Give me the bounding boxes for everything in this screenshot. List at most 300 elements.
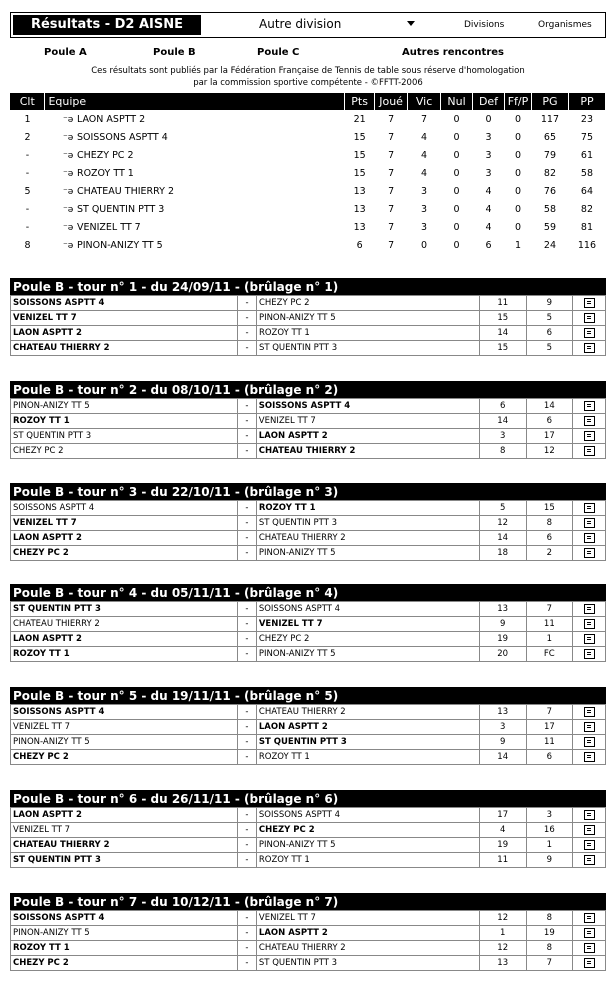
match-separator: -	[238, 705, 257, 720]
match-away-team: ST QUENTIN PTT 3	[256, 341, 479, 356]
match-away-team: LAON ASPTT 2	[256, 926, 479, 941]
match-home-team: CHEZY PC 2	[11, 444, 238, 459]
match-sheet-cell	[573, 501, 606, 516]
match-home-score: 15	[479, 341, 526, 356]
ranking-cell-pp: 75	[580, 131, 594, 143]
ranking-team-link[interactable]	[45, 200, 345, 218]
team-info-icon[interactable]: ⁻ǝ	[62, 240, 74, 251]
ranking-team-link[interactable]	[45, 182, 345, 200]
match-row	[11, 341, 606, 356]
match-home-team: ROZOY TT 1	[11, 941, 238, 956]
match-sheet-icon[interactable]	[584, 313, 595, 323]
ranking-cell-jou-: 7	[388, 221, 395, 233]
match-home-score: 9	[479, 735, 526, 750]
ranking-cell-nul: 0	[453, 221, 460, 233]
match-home-team: SOISSONS ASPTT 4	[11, 705, 238, 720]
match-away-score: 6	[526, 326, 573, 341]
match-sheet-icon[interactable]	[584, 343, 595, 353]
match-home-score: 12	[479, 911, 526, 926]
match-home-score: 8	[479, 444, 526, 459]
ranking-cell-ff-p: 0	[514, 185, 521, 197]
match-away-team: PINON-ANIZY TT 5	[256, 647, 479, 662]
match-home-team: LAON ASPTT 2	[11, 531, 238, 546]
match-sheet-cell	[573, 602, 606, 617]
match-away-score: 1	[526, 838, 573, 853]
tour-title: Poule B - tour n° 1 - du 24/09/11 - (brûlage n° 1)	[11, 279, 606, 296]
ranking-row	[10, 236, 606, 254]
ranking-row	[10, 218, 606, 236]
match-away-score: 17	[526, 429, 573, 444]
match-separator: -	[238, 911, 257, 926]
match-home-score: 14	[479, 750, 526, 765]
ranking-row	[10, 110, 606, 128]
match-separator: -	[237, 808, 256, 823]
team-info-icon[interactable]: ⁻ǝ	[62, 204, 74, 215]
match-home-team: VENIZEL TT 7	[11, 823, 238, 838]
ranking-cell-pts: 15	[353, 149, 366, 161]
match-sheet-cell	[573, 341, 606, 356]
ranking-cell-nul: 0	[453, 239, 460, 251]
ranking-team-name[interactable]: CHATEAU THIERRY 2	[76, 185, 174, 197]
ranking-cell-pg: 24	[543, 239, 556, 251]
match-sheet-cell	[573, 311, 606, 326]
match-separator: -	[237, 617, 256, 632]
match-sheet-icon[interactable]	[584, 548, 595, 558]
page-title: Résultats - D2 AISNE	[13, 15, 201, 35]
match-separator: -	[237, 501, 256, 516]
match-row	[11, 956, 606, 971]
match-home-score: 3	[479, 429, 526, 444]
ranking-team-link[interactable]	[45, 110, 345, 128]
ranking-cell-jou-: 7	[388, 185, 395, 197]
ranking-cell-def: 4	[485, 203, 492, 215]
match-row	[11, 911, 606, 926]
chevron-down-icon[interactable]	[407, 21, 415, 26]
ranking-cell-pts: 13	[353, 203, 366, 215]
match-sheet-cell	[573, 750, 606, 765]
match-away-score: 15	[526, 501, 573, 516]
tour-title: Poule B - tour n° 6 - du 26/11/11 - (brûlage n° 6)	[11, 791, 606, 808]
ranking-cell-pp: 81	[580, 221, 594, 233]
match-sheet-cell	[573, 444, 606, 459]
tour-table	[10, 687, 606, 765]
ranking-cell-pp: 58	[580, 167, 594, 179]
match-sheet-cell	[573, 531, 606, 546]
ranking-cell-def: 3	[485, 149, 492, 161]
match-away-team: PINON-ANIZY TT 5	[256, 838, 479, 853]
ranking-header-vic: Vic	[408, 93, 441, 110]
match-separator: -	[238, 326, 257, 341]
ranking-cell-clt: 5	[24, 185, 31, 197]
team-info-icon[interactable]: ⁻ǝ	[62, 222, 74, 233]
match-home-team: VENIZEL TT 7	[11, 720, 238, 735]
match-home-score: 17	[479, 808, 526, 823]
ranking-team-name[interactable]: VENIZEL TT 7	[76, 221, 141, 233]
ranking-row	[10, 164, 606, 182]
match-row	[11, 632, 606, 647]
match-home-team: CHATEAU THIERRY 2	[11, 341, 238, 356]
ranking-team-name[interactable]: PINON-ANIZY TT 5	[76, 239, 163, 251]
team-info-icon[interactable]: ⁻ǝ	[62, 168, 74, 179]
tour-table	[10, 893, 606, 971]
match-row	[11, 838, 606, 853]
team-info-icon[interactable]: ⁻ǝ	[62, 186, 74, 197]
match-away-team: SOISSONS ASPTT 4	[256, 399, 479, 414]
match-away-team: PINON-ANIZY TT 5	[256, 311, 479, 326]
match-away-team: CHATEAU THIERRY 2	[256, 705, 479, 720]
ranking-header-equipe: Equipe	[45, 93, 345, 110]
match-sheet-cell	[573, 956, 606, 971]
match-separator: -	[237, 647, 256, 662]
match-home-team: ST QUENTIN PTT 3	[11, 429, 238, 444]
match-sheet-icon[interactable]	[584, 958, 595, 968]
ranking-cell-pg: 58	[543, 203, 556, 215]
match-home-score: 13	[479, 602, 526, 617]
match-home-team: PINON-ANIZY TT 5	[11, 399, 238, 414]
match-row	[11, 516, 606, 531]
match-away-team: CHATEAU THIERRY 2	[256, 444, 479, 459]
match-away-team: ST QUENTIN PTT 3	[256, 956, 479, 971]
ranking-cell-vic: 3	[421, 185, 428, 197]
match-sheet-icon[interactable]	[584, 722, 595, 732]
ranking-table	[10, 93, 606, 254]
ranking-row	[10, 200, 606, 218]
match-away-score: 12	[526, 444, 573, 459]
ranking-cell-nul: 0	[453, 167, 460, 179]
division-select[interactable]: Autre division	[259, 17, 342, 31]
match-home-score: 5	[479, 501, 526, 516]
match-row	[11, 617, 606, 632]
tour-title: Poule B - tour n° 3 - du 22/10/11 - (brûlage n° 3)	[11, 484, 606, 501]
match-home-team: PINON-ANIZY TT 5	[11, 926, 238, 941]
nav-poule-c[interactable]: Poule C	[257, 47, 300, 58]
ranking-team-link[interactable]	[45, 146, 345, 164]
match-home-team: VENIZEL TT 7	[11, 311, 238, 326]
match-home-score: 20	[479, 647, 526, 662]
match-separator: -	[237, 853, 256, 868]
match-sheet-icon[interactable]	[584, 328, 595, 338]
ranking-team-name[interactable]: CHEZY PC 2	[76, 149, 134, 161]
ranking-cell-pts: 13	[353, 185, 366, 197]
ranking-cell-pts: 15	[353, 131, 366, 143]
match-sheet-icon[interactable]	[584, 825, 595, 835]
match-away-score: 6	[526, 750, 573, 765]
match-row	[11, 808, 606, 823]
ranking-cell-clt: -	[25, 221, 30, 233]
match-away-score: 11	[526, 617, 573, 632]
ranking-cell-vic: 4	[421, 167, 428, 179]
match-sheet-icon[interactable]	[584, 604, 595, 614]
match-away-team: LAON ASPTT 2	[256, 429, 479, 444]
match-row	[11, 296, 606, 311]
match-sheet-icon[interactable]	[584, 943, 595, 953]
match-separator: -	[238, 926, 257, 941]
match-home-score: 12	[479, 941, 526, 956]
ranking-cell-def: 6	[485, 239, 492, 251]
match-separator: -	[237, 516, 256, 531]
match-home-score: 19	[479, 632, 526, 647]
match-away-score: 2	[526, 546, 573, 561]
team-info-icon[interactable]: ⁻ǝ	[62, 132, 74, 143]
match-home-score: 12	[479, 516, 526, 531]
ranking-team-name[interactable]: LAON ASPTT 2	[76, 113, 146, 125]
match-away-score: 7	[526, 956, 573, 971]
match-home-score: 3	[479, 720, 526, 735]
ranking-cell-jou-: 7	[388, 203, 395, 215]
ranking-cell-ff-p: 0	[514, 113, 521, 125]
match-separator: -	[237, 632, 256, 647]
ranking-row	[10, 182, 606, 200]
match-separator: -	[238, 735, 257, 750]
match-sheet-icon[interactable]	[584, 810, 595, 820]
match-away-team: VENIZEL TT 7	[256, 414, 479, 429]
match-separator: -	[238, 956, 257, 971]
match-sheet-cell	[573, 632, 606, 647]
match-away-team: ROZOY TT 1	[256, 853, 479, 868]
match-sheet-icon[interactable]	[584, 533, 595, 543]
match-sheet-cell	[573, 647, 606, 662]
team-info-icon[interactable]: ⁻ǝ	[62, 150, 74, 161]
ranking-team-name[interactable]: ROZOY TT 1	[76, 167, 134, 179]
ranking-cell-nul: 0	[453, 131, 460, 143]
organismes-link[interactable]: Organismes	[538, 20, 592, 30]
ranking-team-link[interactable]	[45, 164, 345, 182]
match-sheet-icon[interactable]	[584, 752, 595, 762]
match-separator: -	[238, 296, 257, 311]
ranking-row	[10, 146, 606, 164]
match-row	[11, 414, 606, 429]
match-home-score: 9	[479, 617, 526, 632]
ranking-header-pts: Pts	[345, 93, 375, 110]
match-sheet-cell	[573, 823, 606, 838]
match-sheet-cell	[573, 941, 606, 956]
match-sheet-icon[interactable]	[584, 619, 595, 629]
match-row	[11, 602, 606, 617]
match-home-team: SOISSONS ASPTT 4	[11, 501, 238, 516]
tour-table	[10, 483, 606, 561]
match-row	[11, 750, 606, 765]
ranking-team-link[interactable]	[45, 236, 345, 254]
match-sheet-icon[interactable]	[584, 840, 595, 850]
match-sheet-icon[interactable]	[584, 401, 595, 411]
ranking-cell-clt: 1	[24, 113, 31, 125]
ranking-cell-ff-p: 1	[514, 239, 521, 251]
match-home-team: LAON ASPTT 2	[11, 326, 238, 341]
match-away-team: VENIZEL TT 7	[256, 617, 479, 632]
ranking-cell-jou-: 7	[388, 239, 395, 251]
match-home-score: 19	[479, 838, 526, 853]
ranking-cell-vic: 7	[421, 113, 428, 125]
match-away-score: 6	[526, 531, 573, 546]
match-separator: -	[238, 341, 257, 356]
ranking-cell-def: 0	[485, 113, 492, 125]
match-away-team: ROZOY TT 1	[256, 501, 479, 516]
ranking-cell-vic: 3	[421, 203, 428, 215]
match-home-team: ROZOY TT 1	[11, 647, 238, 662]
ranking-cell-ff-p: 0	[514, 221, 521, 233]
tour-table	[10, 790, 606, 868]
ranking-cell-pts: 6	[356, 239, 363, 251]
match-separator: -	[238, 311, 257, 326]
match-row	[11, 311, 606, 326]
match-away-team: LAON ASPTT 2	[256, 720, 479, 735]
nav-poule-b[interactable]: Poule B	[153, 47, 196, 58]
match-away-score: 5	[526, 311, 573, 326]
ranking-cell-pg: 82	[543, 167, 556, 179]
match-away-score: FC	[526, 647, 573, 662]
match-away-team: SOISSONS ASPTT 4	[256, 808, 479, 823]
match-row	[11, 429, 606, 444]
match-sheet-icon[interactable]	[584, 518, 595, 528]
match-sheet-cell	[573, 705, 606, 720]
match-away-score: 8	[526, 941, 573, 956]
match-row	[11, 823, 606, 838]
match-sheet-cell	[573, 326, 606, 341]
match-home-team: LAON ASPTT 2	[11, 808, 238, 823]
match-separator: -	[237, 399, 256, 414]
match-sheet-icon[interactable]	[584, 503, 595, 513]
match-home-score: 11	[479, 853, 526, 868]
tour-title: Poule B - tour n° 4 - du 05/11/11 - (brûlage n° 4)	[11, 585, 606, 602]
match-sheet-icon[interactable]	[584, 446, 595, 456]
ranking-team-link[interactable]	[45, 128, 345, 146]
match-sheet-cell	[573, 414, 606, 429]
match-home-team: CHATEAU THIERRY 2	[11, 838, 238, 853]
ranking-cell-pp: 61	[580, 149, 594, 161]
match-home-team: ST QUENTIN PTT 3	[11, 853, 238, 868]
match-home-team: CHATEAU THIERRY 2	[11, 617, 238, 632]
ranking-cell-pts: 21	[353, 113, 366, 125]
match-row	[11, 705, 606, 720]
ranking-cell-jou-: 7	[388, 167, 395, 179]
tour-table	[10, 381, 606, 459]
match-home-score: 13	[479, 705, 526, 720]
match-home-score: 14	[479, 414, 526, 429]
ranking-header-nul: Nul	[441, 93, 473, 110]
match-sheet-icon[interactable]	[584, 928, 595, 938]
match-away-score: 19	[526, 926, 573, 941]
ranking-cell-def: 4	[485, 221, 492, 233]
match-home-team: CHEZY PC 2	[11, 546, 238, 561]
ranking-cell-pp: 64	[580, 185, 594, 197]
match-sheet-cell	[573, 853, 606, 868]
match-away-team: SOISSONS ASPTT 4	[256, 602, 479, 617]
match-row	[11, 501, 606, 516]
match-away-team: PINON-ANIZY TT 5	[256, 546, 479, 561]
match-sheet-icon[interactable]	[584, 913, 595, 923]
match-sheet-cell	[573, 808, 606, 823]
tour-title: Poule B - tour n° 5 - du 19/11/11 - (brûlage n° 5)	[11, 688, 606, 705]
ranking-cell-clt: -	[25, 203, 30, 215]
match-away-score: 1	[526, 632, 573, 647]
match-sheet-cell	[573, 838, 606, 853]
match-home-team: SOISSONS ASPTT 4	[11, 296, 238, 311]
match-home-team: VENIZEL TT 7	[11, 516, 238, 531]
match-away-score: 16	[526, 823, 573, 838]
match-away-team: CHATEAU THIERRY 2	[256, 941, 479, 956]
match-row	[11, 941, 606, 956]
match-away-team: ROZOY TT 1	[256, 326, 479, 341]
match-sheet-icon[interactable]	[584, 431, 595, 441]
match-home-score: 15	[479, 311, 526, 326]
ranking-cell-pg: 79	[543, 149, 556, 161]
ranking-cell-pp: 82	[580, 203, 594, 215]
ranking-cell-clt: 2	[24, 131, 31, 143]
match-sheet-icon[interactable]	[584, 707, 595, 717]
match-separator: -	[237, 602, 256, 617]
ranking-cell-def: 3	[485, 131, 492, 143]
ranking-cell-clt: -	[25, 149, 30, 161]
match-home-team: CHEZY PC 2	[11, 956, 238, 971]
ranking-cell-jou-: 7	[388, 113, 395, 125]
ranking-cell-pg: 76	[543, 185, 556, 197]
match-home-score: 6	[479, 399, 526, 414]
ranking-team-name[interactable]: SOISSONS ASPTT 4	[76, 131, 168, 143]
ranking-cell-pp: 116	[577, 239, 597, 251]
match-separator: -	[237, 531, 256, 546]
match-home-team: LAON ASPTT 2	[11, 632, 238, 647]
match-sheet-icon[interactable]	[584, 298, 595, 308]
match-home-score: 14	[479, 326, 526, 341]
match-sheet-icon[interactable]	[584, 634, 595, 644]
ranking-cell-pg: 117	[540, 113, 560, 125]
ranking-team-link[interactable]	[45, 218, 345, 236]
match-home-team: CHEZY PC 2	[11, 750, 238, 765]
match-away-team: VENIZEL TT 7	[256, 911, 479, 926]
match-away-score: 6	[526, 414, 573, 429]
ranking-cell-pg: 59	[543, 221, 556, 233]
ranking-cell-pg: 65	[543, 131, 556, 143]
match-sheet-cell	[573, 617, 606, 632]
match-away-score: 8	[526, 911, 573, 926]
match-sheet-icon[interactable]	[584, 416, 595, 426]
ranking-cell-pp: 23	[580, 113, 594, 125]
ranking-header-pg: PG	[531, 93, 568, 110]
match-away-team: CHEZY PC 2	[256, 296, 479, 311]
match-separator: -	[237, 414, 256, 429]
match-away-team: ST QUENTIN PTT 3	[256, 735, 479, 750]
match-sheet-icon[interactable]	[584, 737, 595, 747]
match-home-team: SOISSONS ASPTT 4	[11, 911, 238, 926]
match-home-score: 1	[479, 926, 526, 941]
match-sheet-icon[interactable]	[584, 855, 595, 865]
ranking-header-def: Def	[473, 93, 505, 110]
ranking-team-name[interactable]: ST QUENTIN PTT 3	[76, 203, 165, 215]
ranking-cell-pts: 13	[353, 221, 366, 233]
team-info-icon[interactable]: ⁻ǝ	[62, 114, 74, 125]
match-sheet-cell	[573, 296, 606, 311]
nav-autres-rencontres[interactable]: Autres rencontres	[402, 47, 504, 58]
ranking-cell-def: 4	[485, 185, 492, 197]
match-home-score: 14	[479, 531, 526, 546]
notice-line-1: Ces résultats sont publiés par la Fédération Française de Tennis de table sous réserve d'homologation	[91, 66, 525, 76]
match-sheet-icon[interactable]	[584, 649, 595, 659]
nav-poule-a[interactable]: Poule A	[44, 47, 87, 58]
ranking-cell-clt: 8	[24, 239, 31, 251]
divisions-link[interactable]: Divisions	[464, 20, 505, 30]
tour-title: Poule B - tour n° 7 - du 10/12/11 - (brûlage n° 7)	[11, 894, 606, 911]
match-row	[11, 720, 606, 735]
match-away-score: 3	[526, 808, 573, 823]
tour-table	[10, 278, 606, 356]
match-row	[11, 444, 606, 459]
match-home-score: 11	[479, 296, 526, 311]
match-away-team: CHEZY PC 2	[256, 632, 479, 647]
match-away-team: CHEZY PC 2	[256, 823, 479, 838]
match-row	[11, 399, 606, 414]
ranking-cell-ff-p: 0	[514, 149, 521, 161]
match-home-team: ROZOY TT 1	[11, 414, 238, 429]
